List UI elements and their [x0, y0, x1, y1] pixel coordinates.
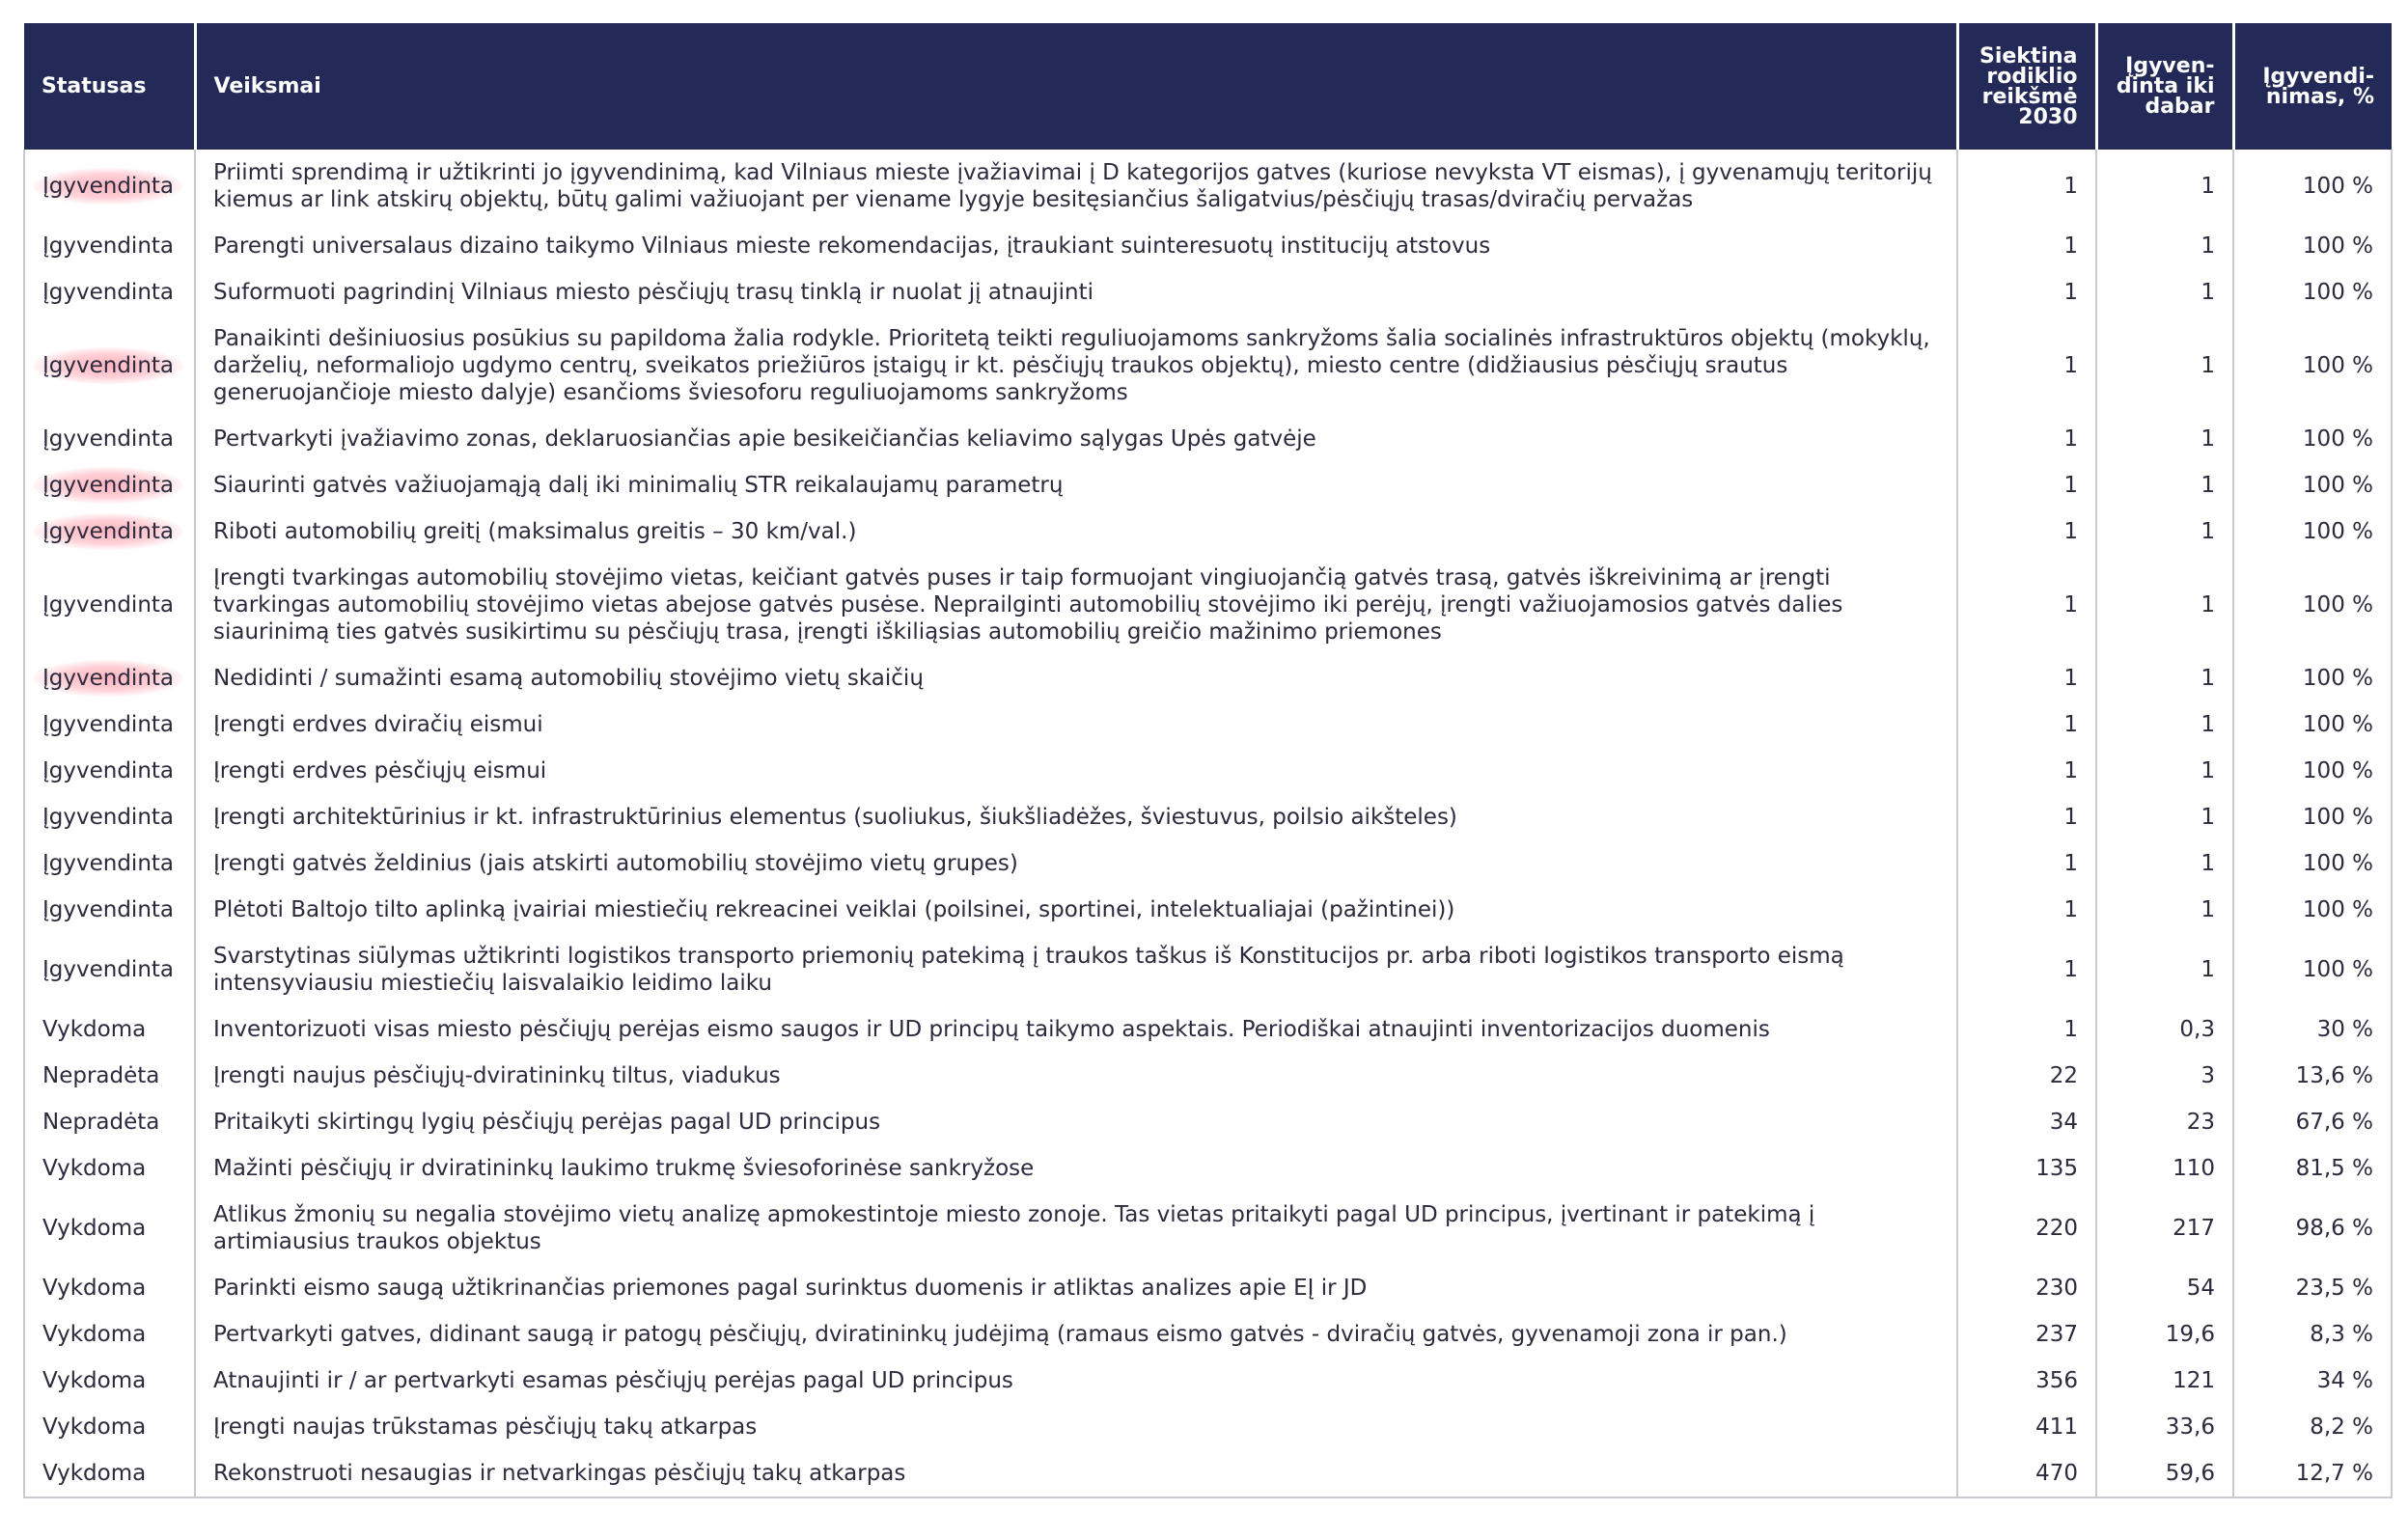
- table-row: [24, 933, 2392, 1006]
- target-cell: 356: [1957, 1358, 2096, 1404]
- status-label: Vykdoma: [42, 1276, 147, 1301]
- status-cell: [24, 794, 195, 840]
- status-label: Įgyvendinta: [33, 467, 183, 504]
- percent-cell: 67,6 %: [2233, 1099, 2392, 1145]
- percent-cell: 100 %: [2233, 508, 2392, 555]
- done-cell: 1: [2096, 701, 2233, 748]
- status-cell: [24, 508, 195, 555]
- percent-cell: 30 %: [2233, 1006, 2392, 1053]
- action-cell: Įrengti naujas trūkstamas pėsčiųjų takų atkarpas: [195, 1404, 1957, 1450]
- action-cell: Riboti automobilių greitį (maksimalus greitis – 30 km/val.): [195, 508, 1957, 555]
- status-cell: [24, 1404, 195, 1450]
- done-cell: 1: [2096, 462, 2233, 508]
- target-cell: 22: [1957, 1053, 2096, 1099]
- status-cell: [24, 655, 195, 701]
- action-cell: Įrengti gatvės želdinius (jais atskirti automobilių stovėjimo vietų grupes): [195, 840, 1957, 887]
- action-cell: Panaikinti dešiniuosius posūkius su papildoma žalia rodykle. Prioritetą teikti reguliuojamoms sankryžoms šalia socialinės infrastruktūros objektų (mokyklų, darželių, neformaliojo ugdymo centrų, sveikatos priežiūros įstaigų ir kt. pėsčiųjų traukos objektų), miesto centre (didžiausius pėsčiųjų srautus generuojančioje miesto dalyje) esančioms šviesoforu reguliuojamoms sankryžoms: [195, 316, 1957, 416]
- target-cell: 220: [1957, 1192, 2096, 1265]
- table-header-row: [24, 23, 2392, 150]
- status-label: Įgyvendinta: [33, 513, 183, 550]
- status-label: Vykdoma: [42, 1156, 147, 1181]
- action-cell: Rekonstruoti nesaugias ir netvarkingas pėsčiųjų takų atkarpas: [195, 1450, 1957, 1497]
- percent-cell: 100 %: [2233, 150, 2392, 223]
- table-row: [24, 223, 2392, 269]
- done-cell: 1: [2096, 150, 2233, 223]
- target-cell: 1: [1957, 316, 2096, 416]
- target-cell: 1: [1957, 416, 2096, 462]
- done-cell: 1: [2096, 316, 2233, 416]
- status-label: Nepradėta: [42, 1110, 160, 1135]
- status-label: Įgyvendinta: [42, 712, 175, 737]
- target-cell: 1: [1957, 462, 2096, 508]
- status-label: Vykdoma: [42, 1216, 147, 1241]
- status-cell: [24, 1192, 195, 1265]
- status-cell: [24, 887, 195, 933]
- target-cell: 1: [1957, 508, 2096, 555]
- status-cell: [24, 223, 195, 269]
- done-cell: 19,6: [2096, 1311, 2233, 1358]
- percent-cell: 81,5 %: [2233, 1145, 2392, 1192]
- target-cell: 1: [1957, 269, 2096, 316]
- status-cell: [24, 462, 195, 508]
- done-cell: 1: [2096, 794, 2233, 840]
- status-label: Įgyvendinta: [33, 347, 183, 384]
- done-cell: 1: [2096, 933, 2233, 1006]
- status-cell: [24, 840, 195, 887]
- header-actions: Veiksmai: [195, 23, 1957, 150]
- action-cell: Pertvarkyti gatves, didinant saugą ir patogų pėsčiųjų, dviratininkų judėjimą (ramaus eismo gatvės - dviračių gatvės, gyvenamoji zona ir pan.): [195, 1311, 1957, 1358]
- percent-cell: 100 %: [2233, 794, 2392, 840]
- status-cell: [24, 1006, 195, 1053]
- percent-cell: 100 %: [2233, 462, 2392, 508]
- status-cell: [24, 1265, 195, 1311]
- action-cell: Atlikus žmonių su negalia stovėjimo vietų analizę apmokestintoje miesto zonoje. Tas vietas pritaikyti pagal UD principus, įvertinant ir patekimą į artimiausius traukos objektus: [195, 1192, 1957, 1265]
- status-label: Įgyvendinta: [42, 233, 175, 259]
- done-cell: 217: [2096, 1192, 2233, 1265]
- percent-cell: 100 %: [2233, 701, 2392, 748]
- status-cell: [24, 1311, 195, 1358]
- status-cell: [24, 1450, 195, 1497]
- percent-cell: 98,6 %: [2233, 1192, 2392, 1265]
- action-cell: Įrengti naujus pėsčiųjų-dviratininkų tiltus, viadukus: [195, 1053, 1957, 1099]
- header-percent: Įgyvendi-nimas, %: [2233, 23, 2392, 150]
- percent-cell: 100 %: [2233, 555, 2392, 655]
- done-cell: 1: [2096, 748, 2233, 794]
- table-row: [24, 1192, 2392, 1265]
- table-row: [24, 555, 2392, 655]
- status-cell: [24, 748, 195, 794]
- target-cell: 1: [1957, 223, 2096, 269]
- action-cell: Įrengti erdves pėsčiųjų eismui: [195, 748, 1957, 794]
- done-cell: 1: [2096, 887, 2233, 933]
- table-row: [24, 748, 2392, 794]
- target-cell: 470: [1957, 1450, 2096, 1497]
- percent-cell: 100 %: [2233, 933, 2392, 1006]
- target-cell: 411: [1957, 1404, 2096, 1450]
- percent-cell: 13,6 %: [2233, 1053, 2392, 1099]
- table-row: [24, 416, 2392, 462]
- done-cell: 54: [2096, 1265, 2233, 1311]
- status-label: Vykdoma: [42, 1322, 147, 1347]
- percent-cell: 12,7 %: [2233, 1450, 2392, 1497]
- target-cell: 1: [1957, 933, 2096, 1006]
- percent-cell: 100 %: [2233, 416, 2392, 462]
- target-cell: 1: [1957, 1006, 2096, 1053]
- action-cell: Plėtoti Baltojo tilto aplinką įvairiai miestiečių rekreacinei veiklai (poilsinei, sportinei, intelektualiajai (pažintinei)): [195, 887, 1957, 933]
- done-cell: 59,6: [2096, 1450, 2233, 1497]
- status-cell: [24, 269, 195, 316]
- done-cell: 121: [2096, 1358, 2233, 1404]
- action-cell: Parinkti eismo saugą užtikrinančias priemones pagal surinktus duomenis ir atliktas analizes apie EĮ ir JD: [195, 1265, 1957, 1311]
- status-cell: [24, 416, 195, 462]
- done-cell: 1: [2096, 655, 2233, 701]
- status-label: Įgyvendinta: [42, 851, 175, 876]
- percent-cell: 34 %: [2233, 1358, 2392, 1404]
- done-cell: 33,6: [2096, 1404, 2233, 1450]
- header-done: Įgyven-dinta iki dabar: [2096, 23, 2233, 150]
- status-label: Nepradėta: [42, 1063, 160, 1088]
- target-cell: 1: [1957, 701, 2096, 748]
- table-row: [24, 701, 2392, 748]
- status-label: Vykdoma: [42, 1461, 147, 1486]
- action-cell: Siaurinti gatvės važiuojamąją dalį iki minimalių STR reikalaujamų parametrų: [195, 462, 1957, 508]
- percent-cell: 100 %: [2233, 887, 2392, 933]
- status-cell: [24, 555, 195, 655]
- target-cell: 1: [1957, 150, 2096, 223]
- action-cell: Įrengti tvarkingas automobilių stovėjimo vietas, keičiant gatvės puses ir taip formuojant vingiuojančią gatvės trasą, gatvės iškreivinimą ar įrengti tvarkingas automobilių stovėjimo vietas abejose gatvės pusėse. Neprailginti automobilių stovėjimo iki perėjų, įrengti važiuojamosios gatvės dalies siaurinimą ties gatvės susikirtimu su pėsčiųjų trasa, įrengti iškiliąsias automobilių greičio mažinimo priemones: [195, 555, 1957, 655]
- actions-table-container: [23, 23, 2391, 1498]
- table-row: [24, 462, 2392, 508]
- target-cell: 1: [1957, 794, 2096, 840]
- action-cell: Pritaikyti skirtingų lygių pėsčiųjų perėjas pagal UD principus: [195, 1099, 1957, 1145]
- percent-cell: 100 %: [2233, 748, 2392, 794]
- status-label: Įgyvendinta: [42, 805, 175, 830]
- done-cell: 0,3: [2096, 1006, 2233, 1053]
- table-row: [24, 887, 2392, 933]
- done-cell: 1: [2096, 840, 2233, 887]
- table-row: [24, 1404, 2392, 1450]
- status-label: Įgyvendinta: [42, 426, 175, 452]
- table-row: [24, 508, 2392, 555]
- status-label: Įgyvendinta: [42, 280, 175, 305]
- percent-cell: 8,3 %: [2233, 1311, 2392, 1358]
- table-row: [24, 1053, 2392, 1099]
- table-row: [24, 840, 2392, 887]
- action-cell: Pertvarkyti įvažiavimo zonas, deklaruosiančias apie besikeičiančias keliavimo sąlygas Upės gatvėje: [195, 416, 1957, 462]
- percent-cell: 100 %: [2233, 269, 2392, 316]
- status-cell: [24, 701, 195, 748]
- status-label: Įgyvendinta: [42, 897, 175, 922]
- status-cell: [24, 1053, 195, 1099]
- table-row: [24, 316, 2392, 416]
- action-cell: Priimti sprendimą ir užtikrinti jo įgyvendinimą, kad Vilniaus mieste įvažiavimai į D kategorijos gatves (kuriose nevyksta VT eismas), į gyvenamųjų teritorijų kiemus ar link atskirų objektų, būtų galimi važiuojant per viename lygyje besitęsiančius šaligatvius/pėsčiųjų trasas/dviračių pervažas: [195, 150, 1957, 223]
- percent-cell: 100 %: [2233, 316, 2392, 416]
- status-cell: [24, 1099, 195, 1145]
- action-cell: Mažinti pėsčiųjų ir dviratininkų laukimo trukmę šviesoforinėse sankryžose: [195, 1145, 1957, 1192]
- percent-cell: 23,5 %: [2233, 1265, 2392, 1311]
- status-label: Įgyvendinta: [42, 758, 175, 783]
- action-cell: Svarstytinas siūlymas užtikrinti logistikos transporto priemonių patekimą į traukos taškus iš Konstitucijos pr. arba riboti logistikos transporto eismą intensyviausiu miestiečių laisvalaikio leidimo laiku: [195, 933, 1957, 1006]
- done-cell: 1: [2096, 223, 2233, 269]
- done-cell: 1: [2096, 269, 2233, 316]
- table-row: [24, 794, 2392, 840]
- table-row: [24, 655, 2392, 701]
- percent-cell: 8,2 %: [2233, 1404, 2392, 1450]
- percent-cell: 100 %: [2233, 223, 2392, 269]
- table-row: [24, 1311, 2392, 1358]
- header-status: Statusas: [24, 23, 195, 150]
- status-cell: [24, 1145, 195, 1192]
- percent-cell: 100 %: [2233, 840, 2392, 887]
- status-cell: [24, 316, 195, 416]
- target-cell: 34: [1957, 1099, 2096, 1145]
- table-row: [24, 150, 2392, 223]
- action-cell: Suformuoti pagrindinį Vilniaus miesto pėsčiųjų trasų tinklą ir nuolat jį atnaujinti: [195, 269, 1957, 316]
- target-cell: 1: [1957, 887, 2096, 933]
- target-cell: 135: [1957, 1145, 2096, 1192]
- action-cell: Įrengti erdves dviračių eismui: [195, 701, 1957, 748]
- target-cell: 1: [1957, 655, 2096, 701]
- table-row: [24, 269, 2392, 316]
- status-label: Įgyvendinta: [42, 592, 175, 618]
- status-label: Vykdoma: [42, 1414, 147, 1440]
- target-cell: 1: [1957, 748, 2096, 794]
- target-cell: 1: [1957, 840, 2096, 887]
- done-cell: 1: [2096, 508, 2233, 555]
- done-cell: 3: [2096, 1053, 2233, 1099]
- done-cell: 23: [2096, 1099, 2233, 1145]
- table-row: [24, 1145, 2392, 1192]
- action-cell: Parengti universalaus dizaino taikymo Vilniaus mieste rekomendacijas, įtraukiant suinteresuotų institucijų atstovus: [195, 223, 1957, 269]
- done-cell: 1: [2096, 555, 2233, 655]
- done-cell: 110: [2096, 1145, 2233, 1192]
- action-cell: Nedidinti / sumažinti esamą automobilių stovėjimo vietų skaičių: [195, 655, 1957, 701]
- target-cell: 237: [1957, 1311, 2096, 1358]
- status-cell: [24, 933, 195, 1006]
- table-row: [24, 1358, 2392, 1404]
- target-cell: 1: [1957, 555, 2096, 655]
- status-label: Įgyvendinta: [42, 957, 175, 982]
- table-body: [24, 150, 2392, 1497]
- header-target: Siektina rodiklio reikšmė 2030: [1957, 23, 2096, 150]
- table-row: [24, 1450, 2392, 1497]
- done-cell: 1: [2096, 416, 2233, 462]
- target-cell: 230: [1957, 1265, 2096, 1311]
- actions-status-table: [23, 23, 2393, 1498]
- percent-cell: 100 %: [2233, 655, 2392, 701]
- status-cell: [24, 1358, 195, 1404]
- status-label: Įgyvendinta: [33, 168, 183, 205]
- table-row: [24, 1265, 2392, 1311]
- status-label: Vykdoma: [42, 1017, 147, 1042]
- action-cell: Įrengti architektūrinius ir kt. infrastruktūrinius elementus (suoliukus, šiukšliadėžes, šviestuvus, poilsio aikšteles): [195, 794, 1957, 840]
- status-label: Vykdoma: [42, 1368, 147, 1393]
- table-row: [24, 1006, 2392, 1053]
- status-label: Įgyvendinta: [33, 660, 183, 697]
- action-cell: Inventorizuoti visas miesto pėsčiųjų perėjas eismo saugos ir UD principų taikymo aspektais. Periodiškai atnaujinti inventorizacijos duomenis: [195, 1006, 1957, 1053]
- status-cell: [24, 150, 195, 223]
- action-cell: Atnaujinti ir / ar pertvarkyti esamas pėsčiųjų perėjas pagal UD principus: [195, 1358, 1957, 1404]
- table-row: [24, 1099, 2392, 1145]
